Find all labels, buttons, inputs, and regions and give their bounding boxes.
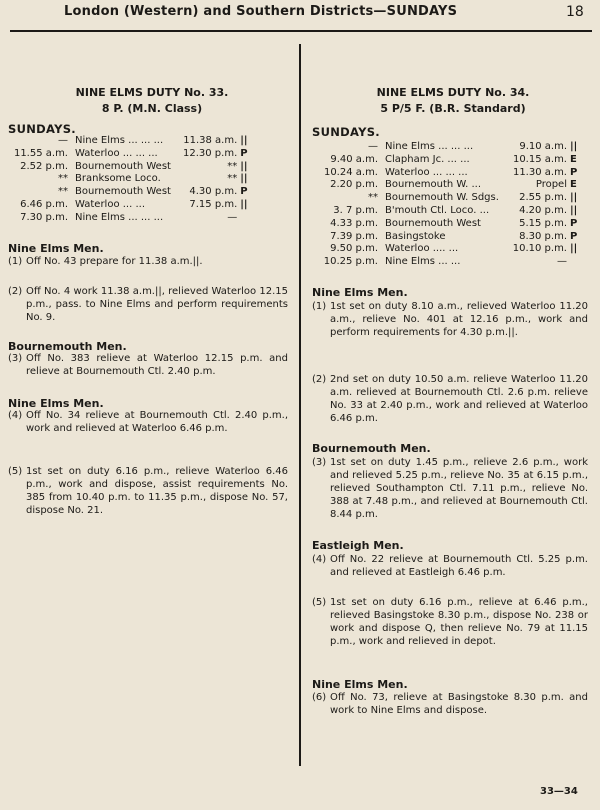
station: Waterloo ... ...	[75, 198, 146, 210]
page-title: London (Western) and Southern Districts—SUNDAYS	[64, 4, 458, 19]
station: Waterloo .... ...	[385, 243, 459, 255]
table-row	[8, 212, 250, 225]
table-row	[312, 243, 580, 256]
note-number: (2)	[312, 374, 327, 385]
train-flag: ||	[570, 204, 578, 216]
table-row	[312, 256, 580, 269]
note-number: (2)	[8, 286, 23, 297]
train-flag	[237, 212, 250, 225]
station: Bournemouth W. ...	[385, 179, 482, 191]
arrival-time: —	[368, 141, 378, 152]
station: Clapham Jc. ... ...	[385, 153, 470, 165]
note-number: (5)	[312, 597, 327, 608]
note-text: Off No. 73, relieve at Basingstoke 8.30 p.m. and work to Nine Elms and dispose.	[330, 692, 588, 716]
note-text: Off No. 4 work 11.38 a.m.||, relieved Waterloo 12.15 p.m., pass. to Nine Elms and perform requirements No. 9.	[26, 286, 288, 323]
station: Basingstoke	[385, 230, 446, 242]
table-row	[312, 231, 580, 244]
train-flag: E	[570, 179, 577, 191]
table-row	[312, 141, 580, 154]
train-flag: P	[240, 186, 248, 198]
train-flag: ||	[240, 160, 248, 172]
arrival-time: **	[58, 173, 68, 185]
note-item	[312, 301, 588, 340]
note-item	[312, 554, 588, 580]
departure-time: 9.10 a.m.	[519, 141, 567, 152]
departure-time: 10.10 p.m.	[512, 243, 567, 255]
departure-time: 11.38 a.m.	[183, 135, 238, 146]
note-text: 1st set on duty 6.16 p.m., relieve at 6.46 p.m., relieved Basingstoke 8.30 p.m., dispose No. 238 or work and dispose Q, then relieve No. 79 at 11.15 p.m., work and relieved in depot.	[330, 597, 588, 647]
duty-class: 8 P. (M.N. Class)	[101, 102, 203, 115]
train-flag	[567, 256, 580, 269]
note-number: (6)	[312, 692, 327, 703]
train-flag: P	[240, 147, 248, 159]
station: Nine Elms ... ...	[385, 256, 461, 268]
table-row	[8, 186, 250, 199]
train-flag: ||	[570, 243, 578, 255]
station: Bournemouth W. Sdgs.	[385, 192, 499, 204]
train-flag: P	[570, 166, 578, 178]
note-item	[8, 410, 288, 436]
arrival-time: 9.40 a.m.	[330, 153, 378, 165]
station: Waterloo ... ... ...	[75, 147, 158, 159]
arrival-time: 9.50 p.m.	[330, 243, 378, 255]
station: Branksome Loco.	[75, 173, 161, 185]
section-heading: Eastleigh Men.	[312, 539, 404, 552]
departure-time: 4.20 p.m.	[519, 204, 567, 216]
arrival-time: **	[58, 186, 68, 198]
departure-time: —	[557, 256, 567, 268]
timetable	[312, 141, 580, 269]
duty-class: 5 P/5 F. (B.R. Standard)	[380, 102, 526, 115]
page-range: 33—34	[540, 786, 578, 797]
arrival-time: 3. 7 p.m.	[333, 204, 378, 216]
arrival-time: 4.33 p.m.	[330, 217, 378, 229]
duty-title: NINE ELMS DUTY No. 34.	[376, 86, 530, 99]
day-heading: SUNDAYS.	[8, 122, 76, 136]
note-item	[8, 256, 288, 269]
note-text: 1st set on duty 1.45 p.m., relieve 2.6 p.m., work and relieved 5.25 p.m., relieve No. 35 at 6.15 p.m., relieved Southampton Ctl. 7.11 p.m., relieve No. 388 at 7.48 p.m., and relieved at Bournemouth Ctl. 8.44 p.m.	[330, 457, 588, 520]
column-divider	[299, 44, 301, 766]
train-flag: ||	[240, 173, 248, 185]
note-number: (4)	[312, 554, 327, 565]
note-text: Off No. 383 relieve at Waterloo 12.15 p.m. and relieve at Bournemouth Ctl. 2.40 p.m.	[26, 353, 288, 377]
arrival-time: 11.55 a.m.	[13, 147, 68, 159]
departure-time: 8.30 p.m.	[519, 230, 567, 242]
departure-time: 4.30 p.m.	[189, 186, 238, 198]
departure-time: 5.15 p.m.	[519, 217, 567, 229]
table-row	[8, 199, 250, 212]
table-row	[8, 148, 250, 161]
departure-time: **	[227, 160, 238, 172]
departure-time: **	[227, 173, 238, 185]
arrival-time: 2.52 p.m.	[20, 160, 68, 172]
station: B'mouth Ctl. Loco. ...	[385, 204, 490, 216]
note-text: 1st set on duty 6.16 p.m., relieve Waterloo 6.46 p.m., work and dispose, assist requirements No. 385 from 10.40 p.m. to 11.35 p.m., dispose No. 57, dispose No. 21.	[26, 466, 288, 516]
table-row	[312, 167, 580, 180]
page-header	[0, 0, 600, 36]
note-item	[8, 466, 288, 518]
departure-time: 7.15 p.m.	[189, 198, 238, 210]
note-item	[312, 597, 588, 649]
table-row	[8, 161, 250, 174]
station: Waterloo ... ... ...	[385, 166, 468, 178]
note-item	[8, 286, 288, 325]
duty-title: NINE ELMS DUTY No. 33.	[75, 86, 229, 99]
section-heading: Nine Elms Men.	[312, 678, 408, 691]
table-row	[8, 173, 250, 186]
train-flag: ||	[570, 192, 578, 204]
page-number: 18	[566, 4, 584, 20]
departure-time: —	[227, 211, 238, 223]
note-item	[8, 353, 288, 379]
section-heading: Bournemouth Men.	[8, 340, 127, 353]
note-text: 1st set on duty 8.10 a.m., relieved Waterloo 11.20 a.m., relieve No. 401 at 12.16 p.m., work and perform requirements for 4.30 p.m.||.	[330, 301, 588, 338]
note-number: (3)	[312, 457, 327, 468]
arrival-time: 10.24 a.m.	[323, 166, 378, 178]
section-heading: Bournemouth Men.	[312, 442, 431, 455]
arrival-time: 7.30 p.m.	[20, 211, 68, 223]
note-number: (4)	[8, 410, 23, 421]
table-row	[312, 192, 580, 205]
day-heading: SUNDAYS.	[312, 125, 380, 139]
station: Nine Elms ... ... ...	[75, 135, 164, 146]
note-item	[312, 457, 588, 522]
table-row	[312, 205, 580, 218]
table-row	[312, 154, 580, 167]
departure-time: 12.30 p.m.	[183, 147, 238, 159]
arrival-time: —	[58, 135, 68, 146]
arrival-time: **	[368, 192, 378, 204]
note-text: 2nd set on duty 10.50 a.m. relieve Waterloo 11.20 a.m. relieved at Bournemouth Ctl. 2.6 p.m. relieve No. 33 at 2.40 p.m., work and relieved at Waterloo 6.46 p.m.	[330, 374, 588, 424]
station: Bournemouth West	[75, 186, 171, 198]
train-flag: P	[570, 217, 578, 229]
station: Bournemouth West	[75, 160, 171, 172]
note-text: Off No. 22 relieve at Bournemouth Ctl. 5.25 p.m. and relieved at Eastleigh 6.46 p.m.	[330, 554, 588, 578]
departure-time: 11.30 a.m.	[512, 166, 567, 178]
note-number: (3)	[8, 353, 23, 364]
section-heading: Nine Elms Men.	[8, 397, 104, 410]
train-flag: ||	[240, 135, 248, 146]
note-number: (1)	[312, 301, 327, 312]
note-item	[312, 374, 588, 426]
table-row	[312, 179, 580, 192]
section-heading: Nine Elms Men.	[8, 242, 104, 255]
train-flag: P	[570, 230, 578, 242]
table-row	[312, 218, 580, 231]
header-rule	[10, 30, 592, 32]
train-flag: ||	[240, 198, 248, 210]
note-number: (5)	[8, 466, 23, 477]
train-flag: ||	[570, 141, 578, 152]
station: Nine Elms ... ... ...	[75, 211, 164, 223]
timetable	[8, 135, 250, 225]
station: Bournemouth West	[385, 217, 481, 229]
section-heading: Nine Elms Men.	[312, 286, 408, 299]
arrival-time: 2.20 p.m.	[330, 179, 378, 191]
departure-time: 10.15 a.m.	[512, 153, 567, 165]
arrival-time: 6.46 p.m.	[20, 198, 68, 210]
note-text: Off No. 43 prepare for 11.38 a.m.||.	[26, 256, 203, 267]
train-flag: E	[570, 153, 577, 165]
departure-time: 2.55 p.m.	[519, 192, 567, 204]
arrival-time: 7.39 p.m.	[330, 230, 378, 242]
station: Nine Elms ... ... ...	[385, 141, 474, 152]
departure-time: Propel	[535, 179, 567, 191]
note-item	[312, 692, 588, 718]
note-text: Off No. 34 relieve at Bournemouth Ctl. 2.40 p.m., work and relieved at Waterloo 6.46 p.m.	[26, 410, 288, 434]
table-row	[8, 135, 250, 148]
arrival-time: 10.25 p.m.	[323, 256, 378, 268]
note-number: (1)	[8, 256, 23, 267]
